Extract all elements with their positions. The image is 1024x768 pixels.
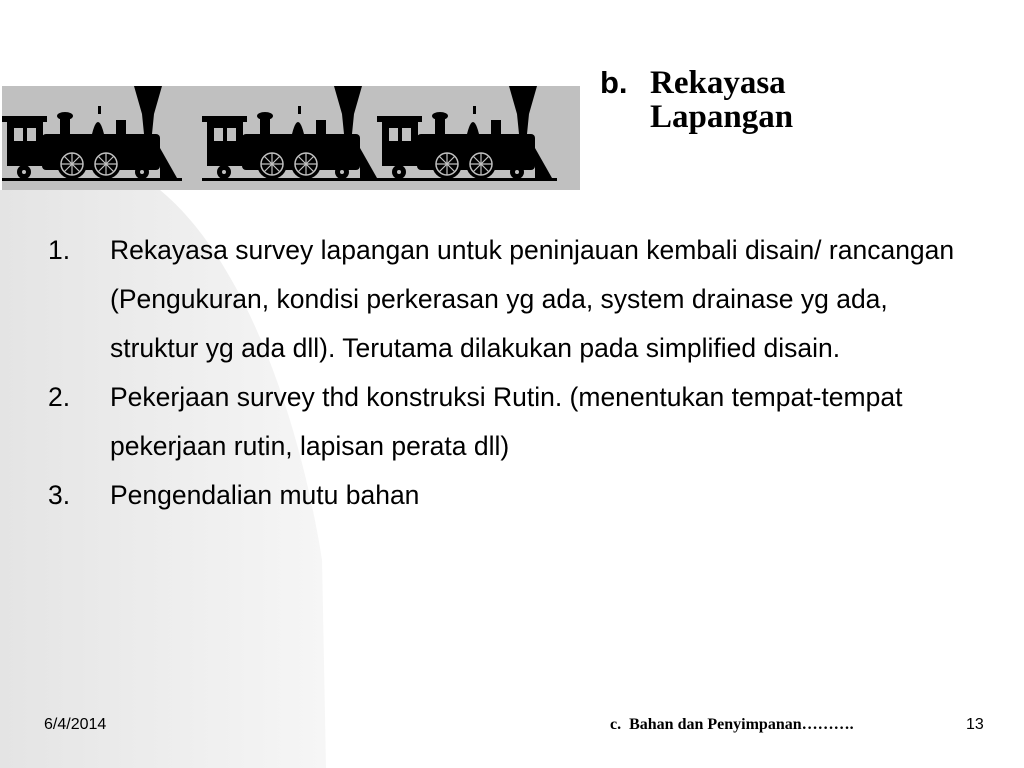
- slide-title: [600, 66, 793, 134]
- steam-locomotive-icon: [2, 86, 182, 181]
- list-item-number: 1.: [48, 235, 71, 265]
- list-item-text: Pengendalian mutu bahan: [110, 480, 420, 510]
- footer-text: Bahan dan Penyimpanan……….: [629, 716, 854, 733]
- numbered-list: [48, 226, 978, 520]
- footer-date: 6/4/2014: [44, 716, 107, 733]
- list-item-number: 3.: [48, 480, 71, 510]
- title-line-2: Lapangan: [650, 99, 794, 135]
- list-item-text: Rekayasa survey lapangan untuk peninjauan kembali disain/ rancangan (Pengukuran, kondisi perkerasan yg ada, system drainase yg ada, struktur yg ada dll). Terutama dilakukan pada simplified disain.: [110, 235, 955, 363]
- footer-caption: [610, 716, 854, 734]
- title-line-1: Rekayasa: [650, 65, 786, 101]
- list-item: [48, 373, 978, 471]
- list-item: [48, 471, 978, 520]
- list-item-number: 2.: [48, 382, 71, 412]
- steam-locomotive-icon: [377, 86, 557, 181]
- steam-locomotive-icon: [202, 86, 382, 181]
- list-item: [48, 226, 978, 373]
- page-number: 13: [966, 716, 984, 733]
- list-item-text: Pekerjaan survey thd konstruksi Rutin. (menentukan tempat-tempat pekerjaan rutin, lapisan perata dll): [110, 382, 903, 461]
- locomotive-banner: [2, 86, 580, 190]
- title-marker: b.: [600, 65, 628, 100]
- footer-marker: c.: [610, 716, 622, 733]
